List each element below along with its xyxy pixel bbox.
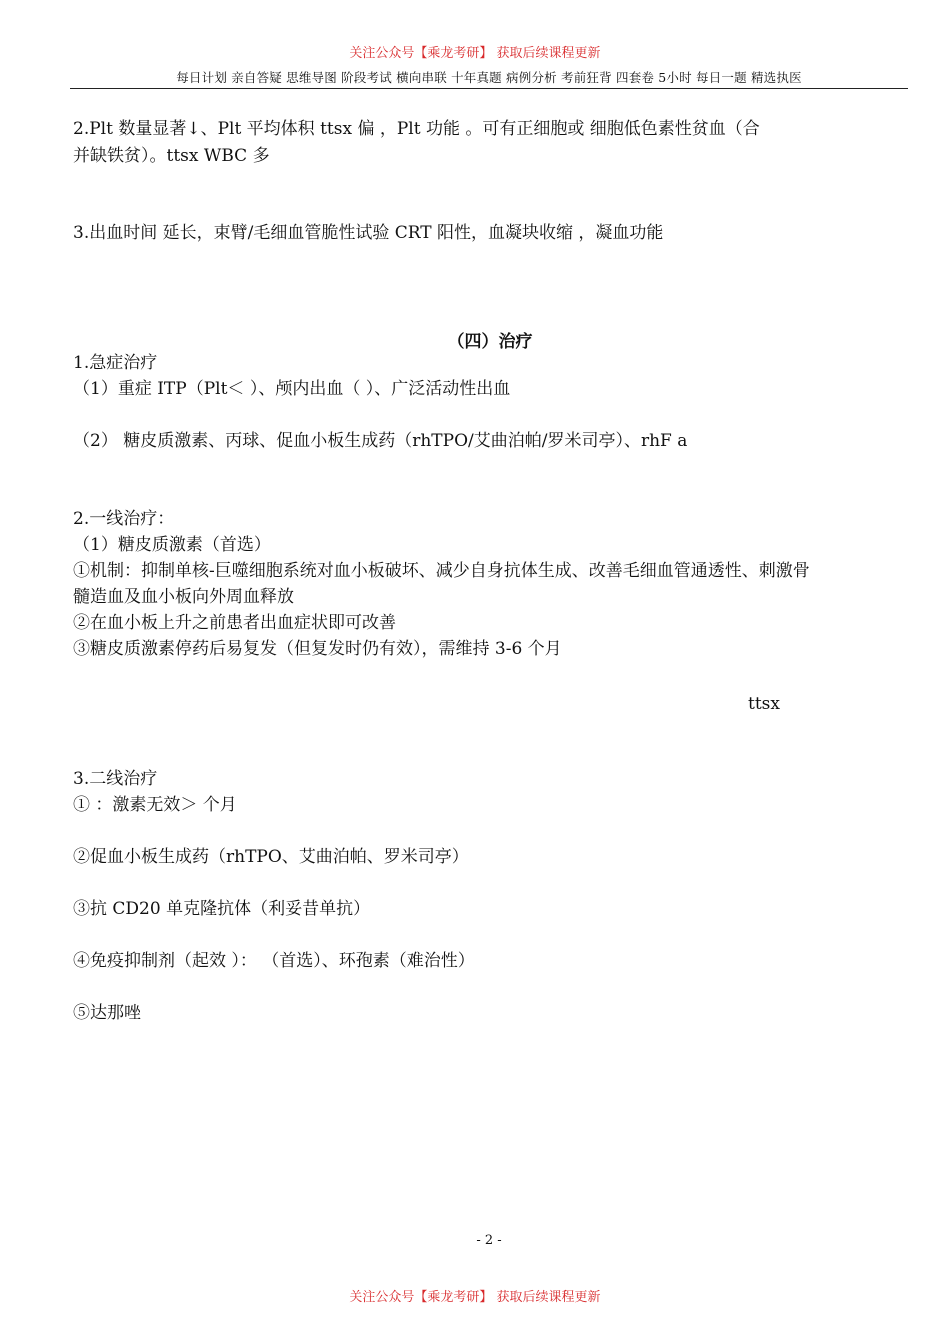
second-line-item-3: ③抗 CD20 单克隆抗体（利妥昔单抗） bbox=[73, 899, 371, 919]
emergency-item-2: （2） 糖皮质激素、丙球、促血小板生成药（rhTPO/艾曲泊帕/罗米司亭）、rhF a bbox=[73, 431, 688, 451]
top-banner: 关注公众号【乘龙考研】 获取后续课程更新 bbox=[349, 46, 601, 61]
mechanism-line-2: 髓造血及血小板向外周血释放 bbox=[73, 587, 294, 607]
second-line-title: 3.二线治疗 bbox=[73, 769, 158, 789]
first-line-item-1: （1）糖皮质激素（首选） bbox=[73, 535, 271, 555]
page-number: - 2 - bbox=[476, 1233, 502, 1248]
lab-item-3: 3.出血时间 延长，束臂/毛细血管脆性试验 CRT 阳性，血凝块收缩 ，凝血功能 bbox=[73, 223, 664, 243]
header-divider bbox=[70, 88, 908, 89]
first-line-point-2: ②在血小板上升之前患者出血症状即可改善 bbox=[73, 613, 396, 633]
section-heading-treatment: （四）治疗 bbox=[447, 332, 533, 352]
lab-item-2-line-1: 2.Plt 数量显著↓、Plt 平均体积 ttsx 偏 ，Plt 功能 。可有正细胞或 细胞低色素性贫血（合 bbox=[73, 119, 760, 139]
ttsx-note: ttsx bbox=[748, 694, 780, 714]
second-line-item-1: ① ：激素无效＞ 个月 bbox=[73, 795, 237, 815]
second-line-item-5: ⑤达那唑 bbox=[73, 1003, 141, 1023]
mechanism-line-1: ①机制：抑制单核-巨噬细胞系统对血小板破坏、减少自身抗体生成、改善毛细血管通透性、刺激骨 bbox=[73, 561, 810, 581]
second-line-item-4: ④免疫抑制剂（起效 ）： （首选）、环孢素（难治性） bbox=[73, 951, 475, 971]
emergency-item-1: （1）重症 ITP（Plt＜ ）、颅内出血（ ）、广泛活动性出血 bbox=[73, 379, 511, 399]
second-line-item-2: ②促血小板生成药（rhTPO、艾曲泊帕、罗米司亭） bbox=[73, 847, 469, 867]
first-line-point-3: ③糖皮质激素停药后易复发（但复发时仍有效），需维持 3-6 个月 bbox=[73, 639, 562, 659]
first-line-title: 2.一线治疗： bbox=[73, 509, 175, 529]
feature-list-header: 每日计划 亲自答疑 思维导图 阶段考试 横向串联 十年真题 病例分析 考前狂背 四套卷 5小时 每日一题 精选执医 bbox=[176, 70, 802, 85]
bottom-banner: 关注公众号【乘龙考研】 获取后续课程更新 bbox=[349, 1290, 601, 1305]
emergency-title: 1.急症治疗 bbox=[73, 353, 158, 373]
lab-item-2-line-2: 并缺铁贫）。ttsx WBC 多 bbox=[73, 146, 270, 166]
